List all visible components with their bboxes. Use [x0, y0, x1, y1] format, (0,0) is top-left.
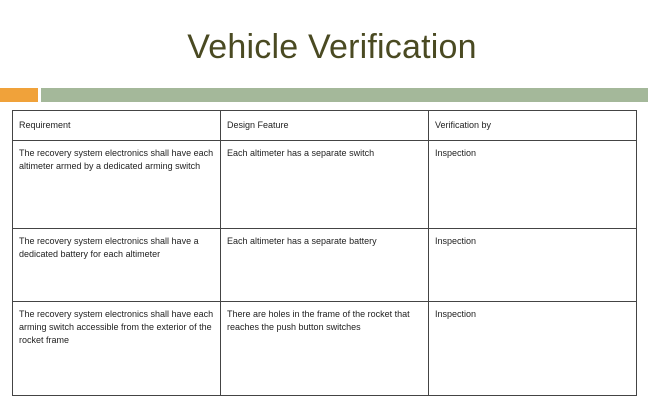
- cell-verification: Inspection: [429, 302, 637, 396]
- cell-requirement: The recovery system electronics shall have each altimeter armed by a dedicated arming switch: [13, 141, 221, 229]
- header-requirement: Requirement: [13, 111, 221, 141]
- table-row: [13, 302, 637, 396]
- cell-requirement: The recovery system electronics shall have each arming switch accessible from the exterior of the rocket frame: [13, 302, 221, 396]
- cell-verification: Inspection: [429, 229, 637, 302]
- cell-requirement: The recovery system electronics shall have a dedicated battery for each altimeter: [13, 229, 221, 302]
- table-row: [13, 229, 637, 302]
- header-design-feature: Design Feature: [221, 111, 429, 141]
- accent-bar-orange: [0, 88, 38, 102]
- verification-table: [12, 110, 637, 396]
- accent-bar-gray: [41, 88, 648, 102]
- cell-design-feature: There are holes in the frame of the rocket that reaches the push button switches: [221, 302, 429, 396]
- cell-design-feature: Each altimeter has a separate battery: [221, 229, 429, 302]
- cell-verification: Inspection: [429, 141, 637, 229]
- cell-design-feature: Each altimeter has a separate switch: [221, 141, 429, 229]
- table-header-row: [13, 111, 637, 141]
- slide-title: Vehicle Verification: [187, 28, 477, 66]
- table-row: [13, 141, 637, 229]
- header-verification-by: Verification by: [429, 111, 637, 141]
